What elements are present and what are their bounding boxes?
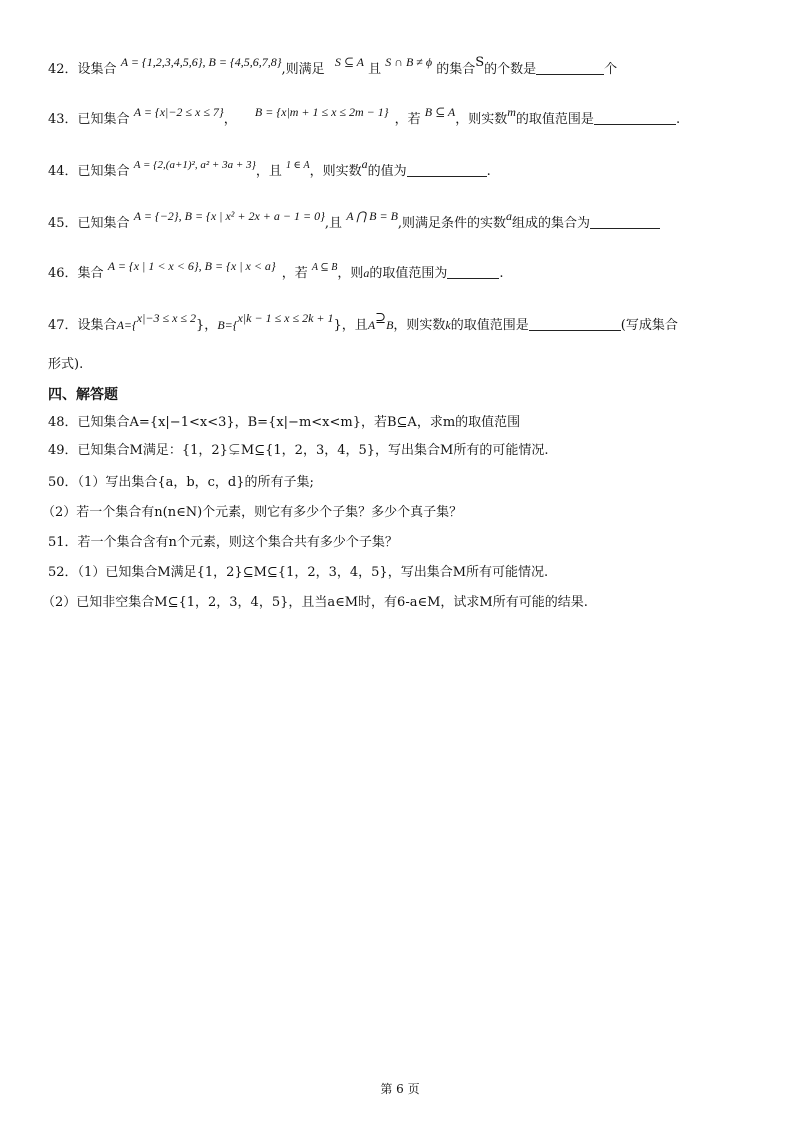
- problem-46: 46．集合 A = {x | 1 < x < 6}, B = {x | x < a} ，若 $^{A ⊆ B}$，则a的取值范围为 .: [48, 259, 504, 281]
- math-expression: A ⊆ B: [311, 262, 338, 273]
- problem-47-continuation: 形式).: [48, 357, 84, 372]
- answer-blank: [447, 264, 499, 279]
- math-variable: a: [363, 266, 370, 280]
- answer-blank: [594, 110, 676, 125]
- page-footer: 第 6 页: [380, 1082, 420, 1096]
- problem-52-part2: （2）已知非空集合M⊆{1，2，3，4，5}，且当a∈M时，有6-a∈M，试求M所有可能的结果.: [42, 595, 588, 610]
- math-variable: k: [445, 318, 451, 332]
- math-expression: A ⋂ B = B: [346, 209, 398, 223]
- math-expression: B ⊆ A: [424, 105, 456, 119]
- problem-50-part2: （2）若一个集合有n(n∈N)个元素，则它有多少个子集？多少个真子集？: [42, 505, 463, 520]
- problem-48: 48．已知集合A={x|−1<x<3}，B={x|−m<x<m}，若B⊆A，求m的取值范围: [48, 415, 521, 430]
- problem-50: 50．（1）写出集合{a，b，c，d}的所有子集;: [48, 475, 314, 490]
- problem-45: 45．已知集合 A = {−2}, B = {x | x² + 2x + a − 1 = 0},且 A ⋂ B = B,则满足条件的实数a组成的集合为: [48, 214, 660, 233]
- problem-49: 49．已知集合M满足：{1，2}⊊M⊆{1，2，3，4，5}，写出集合M所有的可能情况.: [48, 443, 549, 458]
- math-variable: a: [361, 157, 368, 171]
- problem-number: 45．: [48, 216, 78, 231]
- math-variable: m: [507, 105, 516, 119]
- problem-44: 44．已知集合 $^{A = \{2,(a+1)^2, a^2 + 3a + 3\}}$，且 $^{1 \in A}$，则实数a的值为 .: [48, 157, 491, 179]
- answer-blank: [407, 162, 487, 177]
- problem-51: 51．若一个集合含有n个元素，则这个集合共有多少个子集？: [48, 535, 398, 550]
- math-expression: S ⊆ A: [334, 55, 364, 69]
- math-expression: A = {1,2,3,4,5,6}, B = {4,5,6,7,8}: [120, 55, 282, 69]
- math-expression: x|−3 ≤ x ≤ 2: [136, 311, 197, 325]
- problem-42: 42．设集合 A = {1,2,3,4,5,6}, B = {4,5,6,7,8},则满足 S ⊆ A 且 S ∩ B ≠ ϕ 的集合S的个数是 个: [48, 55, 618, 77]
- problem-43: 43．已知集合 A = {x|−2 ≤ x ≤ 7}， B = {x|m + 1 ≤ x ≤ 2m − 1} ，若 B ⊆ A，则实数m的取值范围是 .: [48, 105, 681, 127]
- problem-number: 43．: [48, 112, 78, 127]
- problem-47: 47．设集合A={x|−3 ≤ x ≤ 2}，B={x|k − 1 ≤ x ≤ 2k + 1}，且A⊇B，则实数k的取值范围是 (写成集合: [48, 311, 678, 333]
- math-expression: A = {x | 1 < x < 6}, B = {x | x < a}: [107, 259, 276, 273]
- section-heading: 四、解答题: [48, 387, 118, 403]
- math-expression: A = {2,(a+1)², a² + 3a + 3}: [133, 159, 256, 171]
- math-variable: S: [475, 55, 485, 70]
- problem-number: 46．: [48, 266, 78, 281]
- problem-52: 52．（1）已知集合M满足{1，2}⊆M⊆{1，2，3，4，5}，写出集合M所有可能情况.: [48, 565, 549, 580]
- problem-number: 42．: [48, 62, 78, 77]
- math-expression: B = {x|m + 1 ≤ x ≤ 2m − 1}: [254, 105, 389, 119]
- answer-blank: [536, 60, 604, 75]
- answer-blank: [529, 316, 621, 331]
- math-expression: 1 ∈ A: [286, 160, 310, 171]
- math-variable: a: [506, 209, 513, 223]
- math-expression: x|k − 1 ≤ x ≤ 2k + 1: [237, 311, 334, 325]
- math-expression: A = {x|−2 ≤ x ≤ 7}: [133, 105, 224, 119]
- answer-blank: [590, 214, 660, 229]
- math-expression: A = {−2}, B = {x | x² + 2x + a − 1 = 0}: [133, 209, 325, 223]
- math-expression: S ∩ B ≠ ϕ: [385, 55, 433, 69]
- problem-number: 47．: [48, 318, 78, 333]
- problem-number: 44．: [48, 164, 78, 179]
